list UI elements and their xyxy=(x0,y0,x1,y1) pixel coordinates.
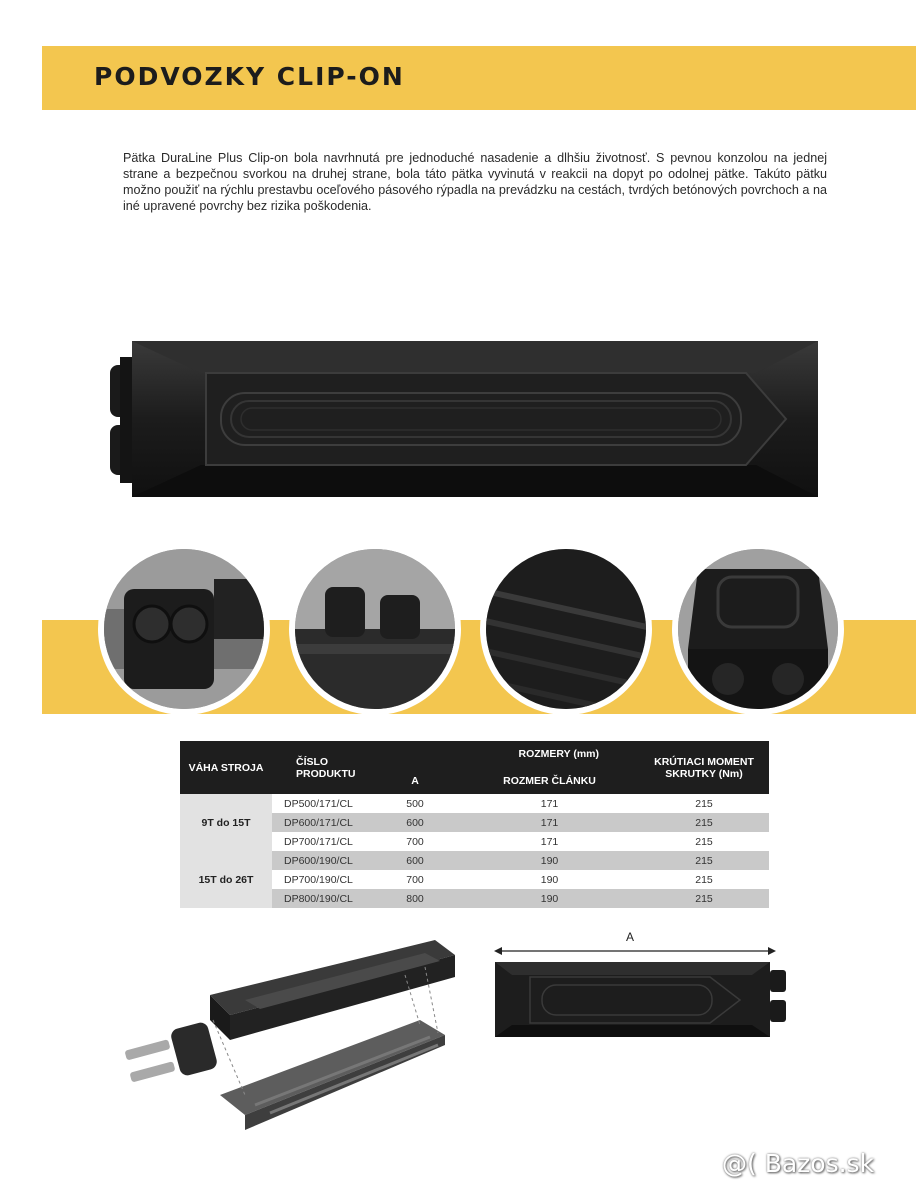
spec-table xyxy=(180,741,769,908)
header-product: ČÍSLO PRODUKTU xyxy=(272,741,370,794)
detail-photo-logo-pattern xyxy=(480,543,652,715)
header-weight: VÁHA STROJA xyxy=(180,741,272,794)
header-torque: KRÚTIACI MOMENT SKRUTKY (Nm) xyxy=(639,741,769,794)
weight-cell: 15T do 26T xyxy=(180,851,272,908)
torque-cell: 215 xyxy=(639,889,769,908)
a-cell: 700 xyxy=(406,873,424,886)
link-cell: 190 xyxy=(460,851,639,870)
link-cell: 190 xyxy=(460,889,639,908)
table-row xyxy=(180,851,769,870)
product-cell: DP700/190/CL xyxy=(284,873,353,886)
product-cell: DP600/190/CL xyxy=(272,851,370,870)
torque-cell: 215 xyxy=(695,835,713,848)
detail-photo-teeth xyxy=(289,543,461,715)
product-cell: DP600/171/CL xyxy=(272,813,370,832)
link-cell: 190 xyxy=(540,873,559,886)
dimension-label-a: A xyxy=(626,930,635,944)
a-cell: 800 xyxy=(370,889,460,908)
header-dimensions: ROZMERY (mm) xyxy=(370,741,639,767)
link-cell: 171 xyxy=(540,797,559,810)
torque-cell: 215 xyxy=(695,797,713,810)
link-cell: 171 xyxy=(460,813,639,832)
exploded-assembly-image xyxy=(105,925,460,1150)
a-cell: 600 xyxy=(370,813,460,832)
intro-paragraph: Pätka DuraLine Plus Clip-on bola navrhnutá pre jednoduché nasadenie a dlhšiu životnosť. S pevnou konzolou na jednej strane a bezpečnou svorkou na druhej strane, bola táto pätka vyvinutá v reakcii na dopyt po odolnej pätke. Takúto pätku možno použiť na rýchlu prestavbu oceľového pásového rýpadla na prevádzku na cestách, tvrdých betónových povrchoch a na iné upravené povrchy bez rizika poškodenia. xyxy=(123,151,827,213)
page-title: PODVOZKY CLIP-ON xyxy=(94,62,405,91)
a-cell: 500 xyxy=(406,797,424,810)
track-pad-hero-image xyxy=(106,335,822,505)
dimension-diagram xyxy=(490,925,790,1040)
detail-photo-pad-end xyxy=(672,543,844,715)
torque-cell: 215 xyxy=(639,813,769,832)
weight-cell: 9T do 15T xyxy=(180,794,272,851)
table-row xyxy=(180,794,769,813)
a-cell: 700 xyxy=(406,835,424,848)
product-cell: DP800/190/CL xyxy=(272,889,370,908)
header-link: ROZMER ČLÁNKU xyxy=(460,767,639,794)
link-cell: 171 xyxy=(540,835,559,848)
a-cell: 600 xyxy=(370,851,460,870)
product-cell: DP500/171/CL xyxy=(284,797,353,810)
torque-cell: 215 xyxy=(695,873,713,886)
product-cell: DP700/171/CL xyxy=(284,835,353,848)
header-a: A xyxy=(370,767,460,794)
torque-cell: 215 xyxy=(639,851,769,870)
detail-photo-clip-block xyxy=(98,543,270,715)
watermark: @( Bazos.sk xyxy=(722,1149,875,1178)
title-bar xyxy=(42,46,916,110)
